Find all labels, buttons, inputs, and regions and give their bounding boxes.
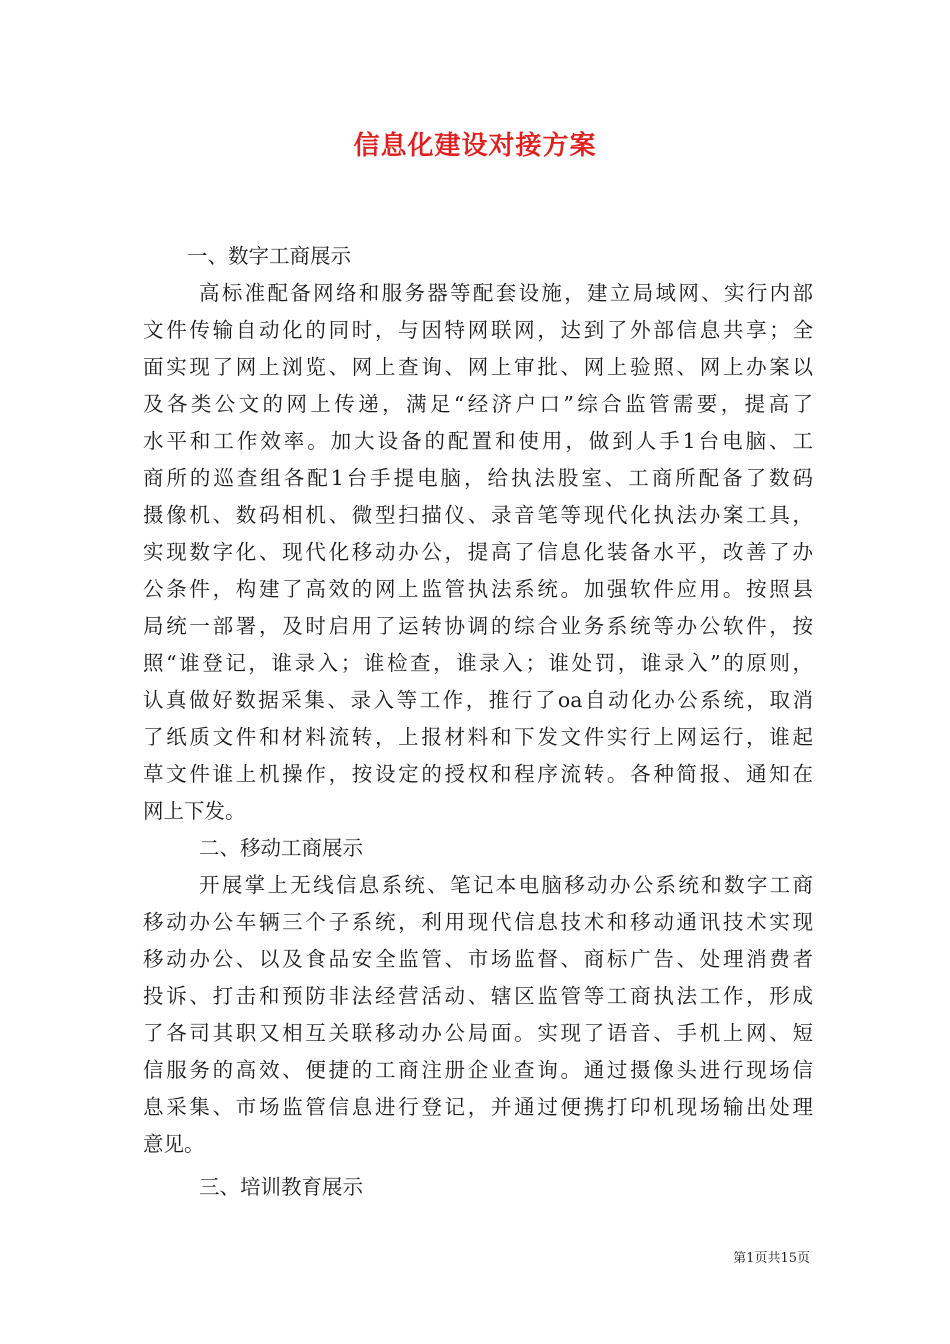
paragraph-line: 移动办公、以及食品安全监管、市场监督、商标广告、处理消费者 [143, 947, 813, 971]
section-heading: 二、移动工商展示 [199, 836, 363, 860]
paragraph-line: 摄像机、数码相机、微型扫描仪、录音笔等现代化执法办案工具， [143, 503, 813, 527]
paragraph-line: 了各司其职又相互关联移动办公局面。实现了语音、手机上网、短 [143, 1021, 813, 1045]
paragraph-line: 开展掌上无线信息系统、笔记本电脑移动办公系统和数字工商 [199, 873, 813, 897]
paragraph-line: 实现数字化、现代化移动办公，提高了信息化装备水平，改善了办 [143, 540, 813, 564]
paragraph-line: 公条件，构建了高效的网上监管执法系统。加强软件应用。按照县 [143, 577, 813, 601]
section-heading: 一、数字工商展示 [187, 244, 351, 268]
paragraph-line: 局统一部署，及时启用了运转协调的综合业务系统等办公软件，按 [143, 614, 813, 638]
paragraph-line: 水平和工作效率。加大设备的配置和使用，做到人手1台电脑、工 [143, 429, 813, 453]
paragraph-line: 文件传输自动化的同时，与因特网联网，达到了外部信息共享；全 [143, 318, 813, 342]
paragraph-line: 认真做好数据采集、录入等工作，推行了oa自动化办公系统，取消 [143, 688, 813, 712]
paragraph-line: 了纸质文件和材料流转，上报材料和下发文件实行上网运行，谁起 [143, 725, 813, 749]
paragraph-line: 息采集、市场监管信息进行登记，并通过便携打印机现场输出处理 [143, 1095, 813, 1119]
paragraph-line: 网上下发。 [143, 799, 246, 823]
paragraph-line: 照“谁登记，谁录入；谁检查，谁录入；谁处罚，谁录入”的原则， [143, 651, 813, 675]
section-heading: 三、培训教育展示 [199, 1175, 363, 1199]
section-paragraph [143, 275, 813, 830]
document-body [143, 238, 813, 1206]
paragraph-line: 商所的巡查组各配1台手提电脑，给执法股室、工商所配备了数码 [143, 466, 813, 490]
document-title: 信息化建设对接方案 [353, 131, 597, 161]
paragraph-line: 及各类公文的网上传递，满足“经济户口”综合监管需要，提高了 [143, 392, 813, 416]
paragraph-line: 高标准配备网络和服务器等配套设施，建立局域网、实行内部 [199, 281, 813, 305]
paragraph-line: 信服务的高效、便捷的工商注册企业查询。通过摄像头进行现场信 [143, 1058, 813, 1082]
page-number-footer: 第1页共15页 [733, 1251, 810, 1266]
paragraph-line: 移动办公车辆三个子系统，利用现代信息技术和移动通讯技术实现 [143, 910, 813, 934]
paragraph-line: 投诉、打击和预防非法经营活动、辖区监管等工商执法工作，形成 [143, 984, 813, 1008]
paragraph-line: 草文件谁上机操作，按设定的授权和程序流转。各种简报、通知在 [143, 762, 813, 786]
section-paragraph [143, 867, 813, 1163]
paragraph-line: 面实现了网上浏览、网上查询、网上审批、网上验照、网上办案以 [143, 355, 813, 379]
paragraph-line: 意见。 [143, 1132, 205, 1156]
